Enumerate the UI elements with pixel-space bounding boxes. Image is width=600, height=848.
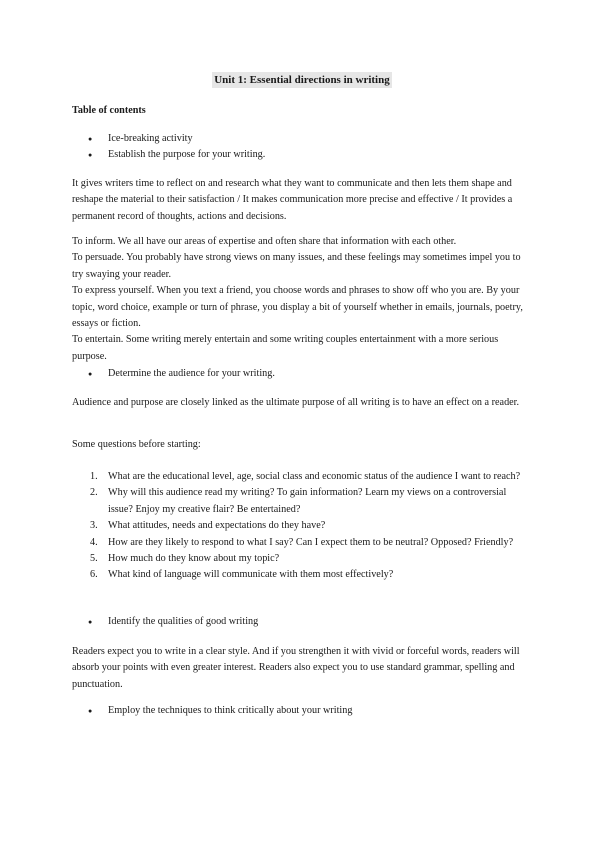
question-item: What attitudes, needs and expectations do they have? bbox=[108, 520, 326, 532]
question-item: How much do they know about my topic? bbox=[108, 553, 280, 565]
purpose-paragraph: It gives writers time to reflect on and research what they want to communicate and then lets them shape and reshape the material to their satisfaction / It makes communication more precise and effective / It provides a permanent record of thoughts, actions and decisions. bbox=[72, 178, 513, 222]
bullet-qualities: ● Identify the qualities of good writing bbox=[72, 614, 532, 630]
purpose-entertain: To entertain. Some writing merely entertain and some writing couples entertainment with a more serious purpose. bbox=[72, 334, 499, 362]
toc-list bbox=[72, 131, 532, 164]
techniques-bullet-list bbox=[72, 703, 532, 719]
questions-list bbox=[72, 469, 532, 584]
question-item: Why will this audience read my writing? To gain information? Learn my views on a controversial issue? Enjoy my creative flair? Be entertained? bbox=[108, 487, 507, 515]
audience-paragraph: Audience and purpose are closely linked as the ultimate purpose of all writing is to have an effect on a reader. bbox=[72, 397, 520, 408]
question-item: How are they likely to respond to what I say? Can I expect them to be neutral? Opposed? Friendly? bbox=[108, 536, 514, 548]
purpose-inform: To inform. We all have our areas of expertise and often share that information with each other. bbox=[72, 236, 457, 247]
qualities-paragraph: Readers expect you to write in a clear style. And if you strengthen it with vivid or forceful words, readers will absorb your points with even greater interest. Readers also expect you to use standard grammar, spelling and punctuation. bbox=[72, 646, 520, 690]
document-title: Unit 1: Essential directions in writing bbox=[214, 74, 390, 86]
purpose-persuade: To persuade. You probably have strong views on many issues, and these feelings may sometimes impel you to try swaying your reader. bbox=[72, 252, 521, 280]
title-container bbox=[72, 72, 532, 89]
qualities-bullet-list bbox=[72, 614, 532, 630]
question-item: What are the educational level, age, social class and economic status of the audience I want to reach? bbox=[108, 471, 521, 482]
toc-item-purpose: ● Establish the purpose for your writing. bbox=[72, 147, 532, 163]
bullet-techniques: ● Employ the techniques to think critically about your writing bbox=[72, 703, 532, 719]
purpose-express: To express yourself. When you text a friend, you choose words and phrases to show off who you are. By your topic, word choice, example or turn of phrase, you display a bit of yourself whether in emails, journals, poetry, essays or fiction. bbox=[72, 285, 523, 330]
question-item: What kind of language will communicate with them most effectively? bbox=[108, 569, 394, 581]
bullet-audience: ● Determine the audience for your writing. bbox=[72, 366, 532, 382]
audience-bullet-list bbox=[72, 366, 532, 382]
toc-heading: Table of contents bbox=[72, 105, 146, 116]
questions-intro: Some questions before starting: bbox=[72, 439, 201, 450]
toc-item-icebreaking: ● Ice-breaking activity bbox=[72, 131, 532, 147]
purpose-list bbox=[72, 234, 532, 365]
